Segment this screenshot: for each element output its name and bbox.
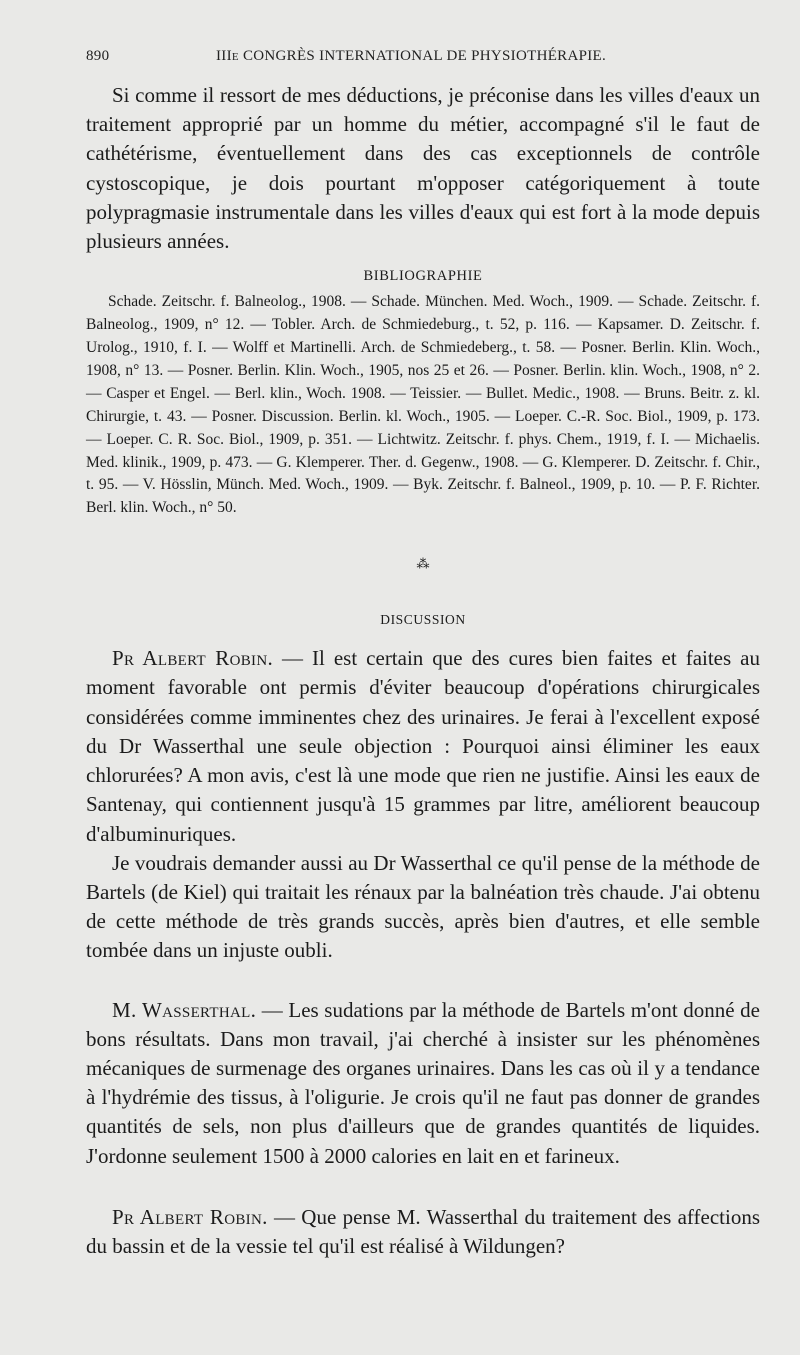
running-header	[86, 48, 760, 65]
speaker-wasserthal: M. Wasserthal.	[112, 997, 257, 1022]
robin-remark-1-text: — Il est certain que des cures bien faites et faites au moment favorable ont permis d'éviter beaucoup d'opérations chirurgicales considérées comme imminentes chez des urinaires. Je ferai à l'excellent exposé du Dr Wasserthal une seule objection : Pourquoi ainsi éliminer les eaux chlorurées? A mon avis, c'est là une mode que rien ne justifie. Ainsi les eaux de Santenay, qui contiennent jusqu'à 15 grammes par litre, améliorent beaucoup d'albuminuriques.	[86, 646, 760, 846]
bibliography-text: Schade. Zeitschr. f. Balneolog., 1908. — Schade. München. Med. Woch., 1909. — Schade. Zeitschr. f. Balneolog., 1909, n° 12. — Tobler. Arch. de Schmiedeburg., t. 52, p. 116. — Kapsamer. D. Zeitschr. f. Urolog., 1910, f. I. — Wolff et Martinelli. Arch. de Schmiedeberg., t. 58. — Posner. Berlin. Klin. Woch., 1908, n° 13. — Posner. Berlin. Klin. Woch., 1905, nos 25 et 26. — Posner. Berlin. klin. Woch., 1908, n° 2. — Casper et Engel. — Berl. klin., Woch. 1908. — Teissier. — Bullet. Medic., 1908. — Bruns. Beitr. z. kl. Chirurgie, t. 43. — Posner. Discussion. Berlin. kl. Woch., 1905. — Loeper. C.-R. Soc. Biol., 1909, p. 173. — Loeper. C. R. Soc. Biol., 1909, p. 351. — Lichtwitz. Zeitschr. f. phys. Chem., 1919, f. I. — Michaelis. Med. klinik., 1909, p. 473. — G. Klemperer. Ther. d. Gegenw., 1908. — G. Klemperer. D. Zeitschr. f. Chir., t. 95. — V. Hösslin, Münch. Med. Woch., 1909. — Byk. Zeitschr. f. Balneol., 1909, p. 10. — P. F. Richter. Berl. klin. Woch., n° 50.	[86, 293, 760, 517]
speaker-robin: Pr Albert Robin.	[112, 646, 274, 671]
wasserthal-reply-text: — Les sudations par la méthode de Bartels m'ont donné de bons résultats. Dans mon travail, j'ai cherché à insister sur les phénomènes mécaniques de surmenage des organes urinaires. Dans les cas où il y a tendance à l'hydrémie des tissus, à l'oligurie. Je crois qu'il ne faut pas donner de grandes quantités de sels, non plus d'ailleurs que de grandes quantités de liquides. J'ordonne seulement 1500 à 2000 calories en lait en et farineux.	[86, 997, 760, 1168]
robin-remark-1	[86, 644, 760, 848]
discussion-heading: DISCUSSION	[380, 612, 466, 628]
robin-remark-3	[86, 1203, 760, 1261]
section-separator: ⁂	[416, 556, 430, 572]
bibliography-heading: BIBLIOGRAPHIE	[363, 268, 483, 285]
page-number: 890	[86, 48, 110, 64]
running-title: IIIe CONGRÈS INTERNATIONAL DE PHYSIOTHÉRAPIE.	[216, 48, 607, 64]
wasserthal-reply	[86, 996, 760, 1171]
intro-paragraph: Si comme il ressort de mes déductions, je préconise dans les villes d'eaux un traitement approprié par un homme du métier, accompagné s'il le faut de cathétérisme, éventuellement dans des cas exceptionnels de contrôle cystoscopique, je dois pourtant m'opposer catégoriquement à toute polypragmasie instrumentale dans les villes d'eaux qui est fort à la mode depuis plusieurs années.	[86, 83, 760, 254]
robin-remark-3-text: — Que pense M. Wasserthal du traitement des affections du bassin et de la vessie tel qu'il est réalisé à Wildungen?	[86, 1204, 761, 1258]
robin-remark-2: Je voudrais demander aussi au Dr Wasserthal ce qu'il pense de la méthode de Bartels (de Kiel) qui traitait les rénaux par la balnéation très chaude. J'ai obtenu de cette méthode de très grands succès, après bien d'autres, et elle semble tombée dans un injuste oubli.	[86, 850, 760, 963]
speaker-robin-2: Pr Albert Robin.	[112, 1204, 268, 1229]
